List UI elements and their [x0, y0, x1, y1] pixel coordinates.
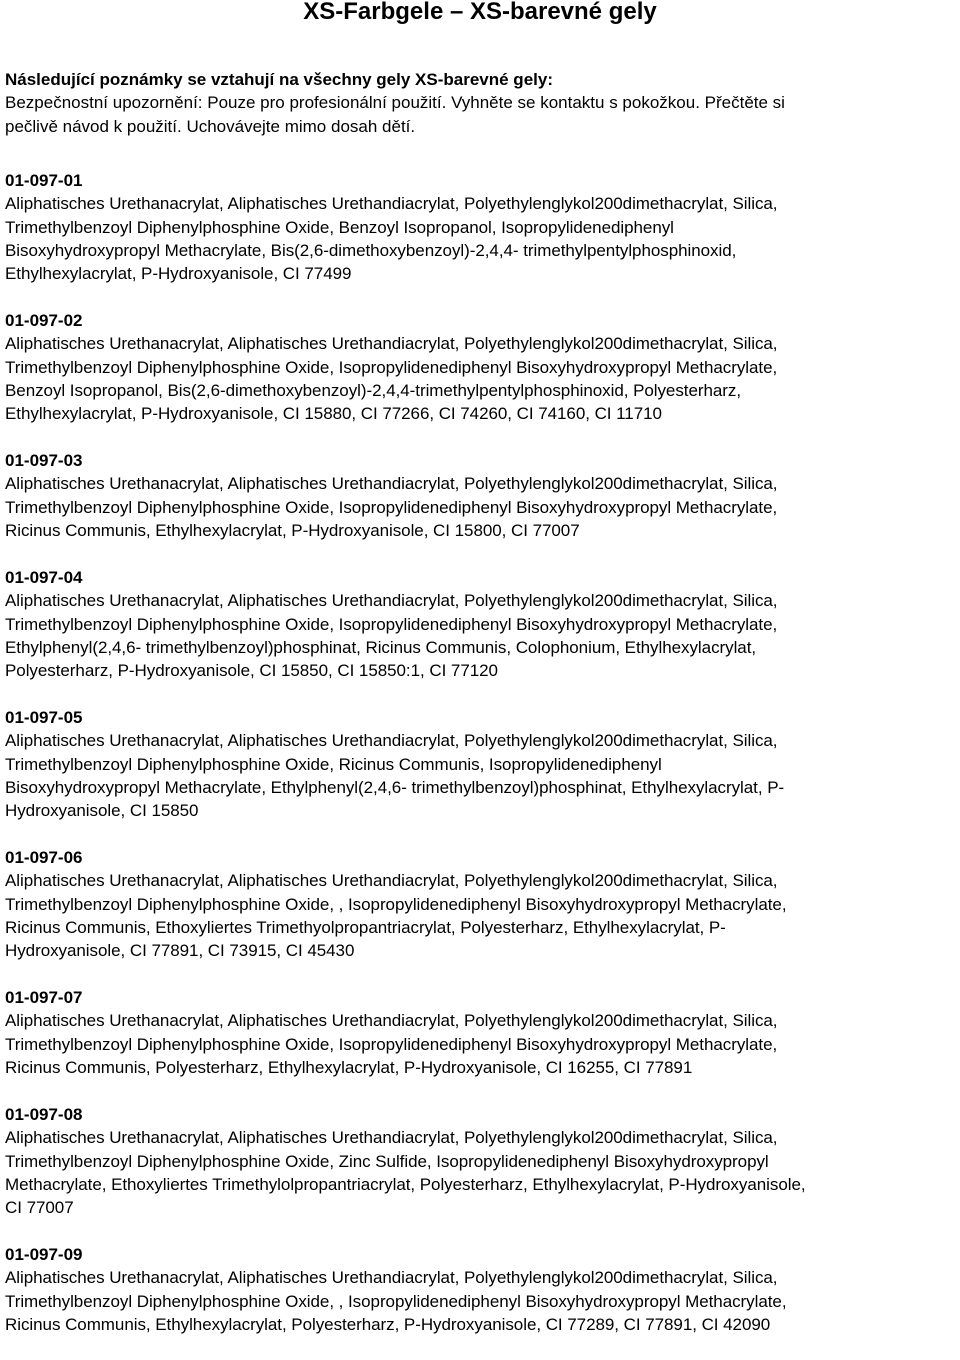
product-code: 01-097-04: [5, 567, 83, 587]
ingredients-line: Hydroxyanisole, CI 77891, CI 73915, CI 45430: [5, 941, 355, 961]
ingredients-list: [5, 589, 960, 682]
ingredients-line: Ethylhexylacrylat, P-Hydroxyanisole, CI 15880, CI 77266, CI 74260, CI 74160, CI 11710: [5, 404, 662, 424]
product-entry: [5, 449, 960, 542]
product-code: 01-097-02: [5, 311, 83, 331]
ingredients-line: Bisoxyhydroxypropyl Methacrylate, Ethylphenyl(2,4,6- trimethylbenzoyl)phosphinat, Ethylhexylacrylat, P-: [5, 777, 785, 797]
product-entry: [5, 309, 960, 425]
product-entry: [5, 566, 960, 682]
ingredients-line: Trimethylbenzoyl Diphenylphosphine Oxide, Ricinus Communis, Isopropylidenediphenyl: [5, 754, 662, 774]
ingredients-line: Aliphatisches Urethanacrylat, Aliphatisches Urethandiacrylat, Polyethylenglykol200dimethacrylat, Silica,: [5, 1268, 778, 1288]
page-title: XS-Farbgele – XS-barevné gely: [303, 0, 657, 25]
ingredients-list: [5, 1266, 960, 1336]
product-code: 01-097-08: [5, 1104, 83, 1124]
ingredients-line: Trimethylbenzoyl Diphenylphosphine Oxide, Zinc Sulfide, Isopropylidenediphenyl Bisoxyhydroxypropyl: [5, 1151, 769, 1171]
product-code: 01-097-06: [5, 848, 83, 868]
product-code: 01-097-01: [5, 171, 83, 190]
ingredients-list: [5, 192, 960, 285]
ingredients-line: Aliphatisches Urethanacrylat, Aliphatisches Urethandiacrylat, Polyethylenglykol200dimethacrylat, Silica,: [5, 1128, 778, 1148]
ingredients-list: [5, 729, 960, 822]
ingredients-line: Ricinus Communis, Ethylhexylacrylat, Polyesterharz, P-Hydroxyanisole, CI 77289, CI 77891, CI 42090: [5, 1314, 771, 1334]
product-code: 01-097-07: [5, 988, 83, 1008]
safety-notes: [5, 68, 955, 138]
ingredients-line: Aliphatisches Urethanacrylat, Aliphatisches Urethandiacrylat, Polyethylenglykol200dimethacrylat, Silica,: [5, 731, 778, 751]
ingredients-line: Bisoxyhydroxypropyl Methacrylate, Bis(2,6-dimethoxybenzoyl)-2,4,4- trimethylpentylphosphinoxid,: [5, 240, 737, 260]
ingredients-line: Aliphatisches Urethanacrylat, Aliphatisches Urethandiacrylat, Polyethylenglykol200dimethacrylat, Silica,: [5, 871, 778, 891]
ingredients-line: Trimethylbenzoyl Diphenylphosphine Oxide, Isopropylidenediphenyl Bisoxyhydroxypropyl Methacrylate,: [5, 497, 778, 517]
ingredients-list: [5, 869, 960, 962]
ingredients-line: Trimethylbenzoyl Diphenylphosphine Oxide, Isopropylidenediphenyl Bisoxyhydroxypropyl Methacrylate,: [5, 357, 778, 377]
product-entry: [5, 986, 960, 1079]
ingredients-line: CI 77007: [5, 1198, 74, 1218]
ingredients-line: Ethylphenyl(2,4,6- trimethylbenzoyl)phosphinat, Ricinus Communis, Colophonium, Ethylhexylacrylat,: [5, 637, 757, 657]
notes-heading: Následující poznámky se vztahují na všechny gely XS-barevné gely:: [5, 70, 553, 89]
ingredients-line: Aliphatisches Urethanacrylat, Aliphatisches Urethandiacrylat, Polyethylenglykol200dimethacrylat, Silica,: [5, 591, 778, 611]
product-entry: [5, 1103, 960, 1219]
product-code: 01-097-05: [5, 708, 83, 728]
ingredients-line: Ricinus Communis, Ethylhexylacrylat, P-Hydroxyanisole, CI 15800, CI 77007: [5, 521, 580, 541]
product-code: 01-097-09: [5, 1245, 83, 1265]
ingredients-line: Ethylhexylacrylat, P-Hydroxyanisole, CI 77499: [5, 264, 352, 284]
ingredients-line: Trimethylbenzoyl Diphenylphosphine Oxide, , Isopropylidenediphenyl Bisoxyhydroxypropyl Methacrylate,: [5, 894, 787, 914]
ingredients-line: Aliphatisches Urethanacrylat, Aliphatisches Urethandiacrylat, Polyethylenglykol200dimethacrylat, Silica,: [5, 1011, 778, 1031]
ingredients-line: Ricinus Communis, Ethoxyliertes Trimethyolpropantriacrylat, Polyesterharz, Ethylhexylacrylat, P-: [5, 917, 726, 937]
ingredients-line: Benzoyl Isopropanol, Bis(2,6-dimethoxybenzoyl)-2,4,4-trimethylpentylphosphinoxid, Polyesterharz,: [5, 380, 742, 400]
ingredients-list: [5, 1126, 960, 1219]
ingredients-line: Aliphatisches Urethanacrylat, Aliphatisches Urethandiacrylat, Polyethylenglykol200dimethacrylat, Silica,: [5, 194, 778, 214]
ingredients-line: Polyesterharz, P-Hydroxyanisole, CI 15850, CI 15850:1, CI 77120: [5, 661, 498, 681]
ingredients-line: Trimethylbenzoyl Diphenylphosphine Oxide, , Isopropylidenediphenyl Bisoxyhydroxypropyl Methacrylate,: [5, 1291, 787, 1311]
ingredients-line: Hydroxyanisole, CI 15850: [5, 801, 199, 821]
ingredients-line: Aliphatisches Urethanacrylat, Aliphatisches Urethandiacrylat, Polyethylenglykol200dimethacrylat, Silica,: [5, 334, 778, 354]
notes-line-2: pečlivě návod k použití. Uchovávejte mimo dosah dětí.: [5, 116, 416, 136]
ingredients-list: [5, 332, 960, 425]
ingredients-list: [5, 1009, 960, 1079]
notes-line-1: Bezpečnostní upozornění: Pouze pro profesionální použití. Vyhněte se kontaktu s pokožkou. Přečtěte si: [5, 93, 785, 113]
ingredients-line: Trimethylbenzoyl Diphenylphosphine Oxide, Isopropylidenediphenyl Bisoxyhydroxypropyl Methacrylate,: [5, 1034, 778, 1054]
ingredients-line: Trimethylbenzoyl Diphenylphosphine Oxide, Benzoyl Isopropanol, Isopropylidenediphenyl: [5, 217, 674, 237]
product-entries: [5, 169, 960, 1360]
ingredients-line: Trimethylbenzoyl Diphenylphosphine Oxide, Isopropylidenediphenyl Bisoxyhydroxypropyl Methacrylate,: [5, 614, 778, 634]
product-code: 01-097-03: [5, 451, 83, 471]
product-entry: [5, 1243, 960, 1336]
product-entry: [5, 169, 960, 285]
ingredients-list: [5, 472, 960, 542]
ingredients-line: Methacrylate, Ethoxyliertes Trimethylolpropantriacrylat, Polyesterharz, Ethylhexylacrylat, P-Hydroxyanisole,: [5, 1174, 806, 1194]
product-entry: [5, 846, 960, 962]
product-entry: [5, 706, 960, 822]
ingredients-line: Aliphatisches Urethanacrylat, Aliphatisches Urethandiacrylat, Polyethylenglykol200dimethacrylat, Silica,: [5, 474, 778, 494]
ingredients-line: Ricinus Communis, Polyesterharz, Ethylhexylacrylat, P-Hydroxyanisole, CI 16255, CI 77891: [5, 1058, 693, 1078]
